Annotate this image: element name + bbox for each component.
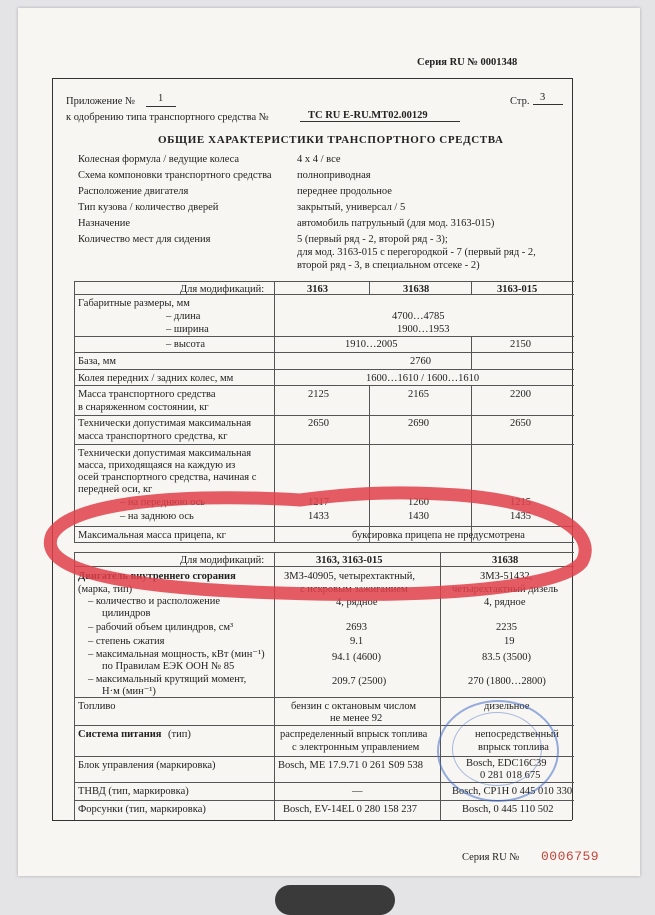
cell-value: Bosch, EDC16C39 [466, 758, 547, 769]
row-label: Максимальная масса прицепа, кг [78, 530, 226, 541]
approval-number: TC RU E-RU.MT02.00129 [308, 110, 428, 121]
cell-value: 1435 [510, 511, 531, 522]
cell-value: 1215 [510, 497, 531, 508]
mod-header: 3163 [307, 284, 328, 295]
cell-value: 4, рядное [336, 597, 378, 608]
row-label: Колея передних / задних колес, мм [78, 373, 234, 384]
table-header-label: Для модификаций: [180, 284, 265, 295]
general-value: закрытый, универсал / 5 [297, 202, 406, 213]
cell-value: 2125 [308, 389, 329, 400]
cell-value: 1430 [408, 511, 429, 522]
row-label: – максимальная мощность, кВт (мин⁻¹) [88, 649, 265, 660]
general-value: 5 (первый ряд - 2, второй ряд - 3); [297, 234, 448, 245]
annex-label: Приложение № [66, 96, 135, 107]
general-value: переднее продольное [297, 186, 392, 197]
cell-value: Bosch, EV-14EL 0 280 158 237 [283, 804, 417, 815]
row-label: масса транспортного средства, кг [78, 431, 228, 442]
general-value: полноприводная [297, 170, 371, 181]
row-label: Форсунки (тип, маркировка) [78, 804, 206, 815]
cell-value: 2150 [510, 339, 531, 350]
annex-number: 1 [158, 93, 164, 104]
cell-value: 1600…1610 / 1600…1610 [366, 373, 480, 384]
table-header-label: Для модификаций: [180, 555, 265, 566]
general-key: Количество мест для сидения [78, 234, 211, 245]
mod-header: 3163, 3163-015 [316, 555, 383, 566]
cell-value: Bosch, 0 445 110 502 [462, 804, 554, 815]
general-key: Колесная формула / ведущие колеса [78, 154, 240, 165]
doc-title: ОБЩИЕ ХАРАКТЕРИСТИКИ ТРАНСПОРТНОГО СРЕДСТВА [158, 134, 504, 146]
cell-value: 19 [504, 636, 515, 647]
cell-value: 2650 [510, 418, 531, 429]
serial-bottom-label: Серия RU № [462, 852, 520, 863]
row-label: в снаряженном состоянии, кг [78, 402, 209, 413]
cell-value: 94.1 (4600) [332, 652, 381, 663]
general-value: 4 x 4 / все [297, 154, 341, 165]
row-label: База, мм [78, 356, 117, 367]
cell-value: 2690 [408, 418, 429, 429]
general-key: Расположение двигателя [78, 186, 189, 197]
cell-value: 2650 [308, 418, 329, 429]
general-key: Назначение [78, 218, 131, 229]
cell-value: — [352, 786, 363, 797]
cell-value: 1910…2005 [345, 339, 398, 350]
general-value: автомобиль патрульный (для мод. 3163-015) [297, 218, 495, 229]
general-value: второй ряд - 3, в специальном отсеке - 2) [297, 260, 480, 271]
general-key: Схема компоновки транспортного средства [78, 170, 272, 181]
row-label: – длина [166, 311, 201, 322]
row-label: Блок управления (маркировка) [78, 760, 216, 771]
row-label: – на переднюю ось [120, 497, 206, 508]
cell-value: 209.7 (2500) [332, 676, 387, 687]
row-label: по Правилам ЕЭК ООН № 85 [102, 661, 235, 672]
cell-value: не менее 92 [330, 713, 383, 724]
cell-value: 0 281 018 675 [480, 770, 541, 781]
cell-value: 4700…4785 [392, 311, 445, 322]
row-label: – на заднюю ось [120, 511, 194, 522]
row-label: Габаритные размеры, мм [78, 298, 190, 309]
cell-value: Bosch, CP1H 0 445 010 330 [452, 786, 573, 797]
page-label: Стр. [510, 96, 530, 107]
row-label: Масса транспортного средства [78, 389, 216, 400]
cell-value: с электронным управлением [292, 742, 420, 753]
cell-value: распределенный впрыск топлива [280, 729, 428, 740]
general-key: Тип кузова / количество дверей [78, 202, 219, 213]
approval-label: к одобрению типа транспортного средства № [66, 112, 269, 123]
row-label: Система питания [78, 729, 162, 740]
row-label: Топливо [78, 701, 116, 712]
row-label: – ширина [166, 324, 209, 335]
cell-value: 270 (1800…2800) [468, 676, 546, 687]
row-label: Двигатель внутреннего сгорания [78, 571, 236, 582]
page-number: 3 [540, 92, 546, 103]
cell-value: 1433 [308, 511, 329, 522]
cell-value: Bosch, ME 17.9.71 0 261 S09 538 [278, 760, 423, 771]
mod-header: 31638 [492, 555, 519, 566]
row-label: передней оси, кг [78, 484, 153, 495]
cell-value: дизельное [484, 701, 530, 712]
row-label: Н·м (мин⁻¹) [102, 686, 156, 697]
row-label: (марка, тип) [78, 584, 133, 595]
cell-value: впрыск топлива [478, 742, 549, 753]
row-label: – рабочий объем цилиндров, см³ [88, 622, 234, 633]
serial-top: Серия RU № 0001348 [417, 57, 518, 68]
row-label: (тип) [168, 729, 191, 740]
cell-value: с искровым зажиганием [300, 584, 408, 595]
home-indicator[interactable] [275, 885, 395, 915]
cell-value: 4, рядное [484, 597, 526, 608]
cell-value: 2235 [496, 622, 517, 633]
row-label: Технически допустимая максимальная [78, 418, 252, 429]
general-value: для мод. 3163-015 с перегородкой - 7 (первый ряд - 2, [297, 247, 536, 258]
cell-value: четырехтактный дизель [452, 584, 558, 595]
row-label: цилиндров [102, 608, 151, 619]
cell-value: буксировка прицепа не предусмотрена [352, 530, 525, 541]
row-label: – количество и расположение [88, 596, 221, 607]
cell-value: 83.5 (3500) [482, 652, 531, 663]
cell-value: ЗМЗ-40905, четырехтактный, [284, 571, 416, 582]
cell-value: 1260 [408, 497, 429, 508]
row-label: ТНВД (тип, маркировка) [78, 786, 189, 797]
cell-value: бензин с октановым числом [291, 701, 417, 712]
row-label: – высота [166, 339, 206, 350]
cell-value: ЗМЗ-51432, [480, 571, 533, 582]
serial-bottom-number: 0006759 [541, 849, 600, 864]
marker-stroke [50, 493, 585, 595]
mod-header: 3163-015 [497, 284, 538, 295]
cell-value: непосредственный [475, 729, 559, 740]
cell-value: 2200 [510, 389, 531, 400]
row-label: Технически допустимая максимальная [78, 448, 252, 459]
cell-value: 2760 [410, 356, 431, 367]
cell-value: 1217 [308, 497, 329, 508]
row-label: масса, приходящаяся на каждую из [78, 460, 236, 471]
cell-value: 1900…1953 [397, 324, 450, 335]
cell-value: 9.1 [350, 636, 364, 647]
row-label: осей транспортного средства, начиная с [78, 472, 257, 483]
mod-header: 31638 [403, 284, 430, 295]
row-label: – степень сжатия [88, 636, 165, 647]
cell-value: 2165 [408, 389, 429, 400]
cell-value: 2693 [346, 622, 367, 633]
row-label: – максимальный крутящий момент, [88, 674, 247, 685]
